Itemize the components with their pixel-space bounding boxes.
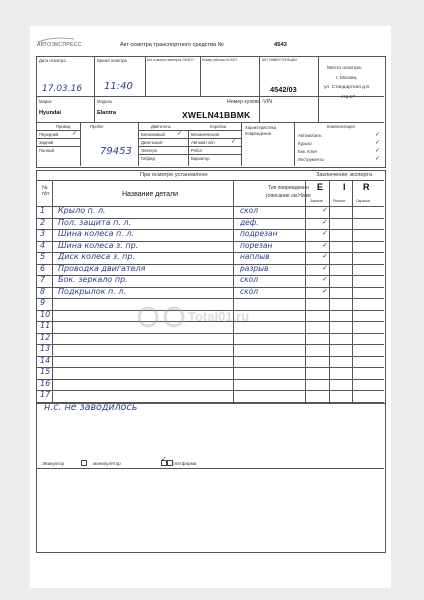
check-e: ✓ bbox=[322, 264, 328, 272]
col-type-subheader: (описание см.Ниже bbox=[266, 193, 311, 199]
claim-label: Номер убытка ОСАГО bbox=[202, 58, 237, 62]
col-e-header: E bbox=[317, 182, 324, 192]
col-r-subheader: Окраска bbox=[356, 199, 370, 203]
part-name: Бок. зеркало пр. bbox=[58, 275, 128, 284]
row-number: 13 bbox=[40, 344, 51, 353]
characteristics-title: Характеристика bbox=[245, 125, 277, 130]
place-label: Место осмотра: bbox=[327, 66, 363, 71]
expert-act-label: Акт осмотра эксперта ОСАГО bbox=[147, 58, 194, 62]
drive-item-front: Передний bbox=[39, 132, 59, 137]
row-number: 1 bbox=[40, 206, 46, 215]
characteristics-subtitle: повреждения bbox=[245, 131, 271, 136]
notes-box bbox=[36, 402, 386, 553]
damage-type: наплыв bbox=[240, 252, 270, 261]
col-i-subheader: Ремонт bbox=[333, 199, 346, 203]
check-e: ✓ bbox=[322, 218, 328, 226]
table-row bbox=[36, 333, 384, 345]
logo-text: АВТОЭКСПРЕСС bbox=[37, 42, 82, 48]
model-value: Elantra bbox=[97, 110, 116, 116]
gearbox-item-auto: Автомат кпп bbox=[191, 140, 215, 145]
row-number: 7 bbox=[40, 275, 46, 284]
drive-item-rear: Задний bbox=[39, 140, 54, 145]
check-e: ✓ bbox=[322, 241, 328, 249]
gearbox-item-robot: Робот bbox=[191, 148, 203, 153]
disposal-check-4: ✓ bbox=[375, 156, 381, 162]
table-section-title: При осмотре установлено bbox=[140, 172, 208, 178]
time-value: 11:40 bbox=[104, 81, 133, 92]
damage-type: порезан bbox=[240, 240, 273, 250]
date-label: Дата осмотра bbox=[39, 58, 66, 63]
damage-type: деф. bbox=[240, 217, 259, 227]
row-number: 9 bbox=[40, 298, 46, 307]
disposal-check-3: ✓ bbox=[375, 148, 381, 154]
check-e: ✓ bbox=[322, 230, 328, 237]
check-e: ✓ bbox=[322, 276, 328, 283]
table-row bbox=[36, 287, 384, 299]
row-number: 12 bbox=[40, 332, 51, 342]
damage-type: подрезан bbox=[240, 229, 278, 238]
gearbox-item-manual: Механическая bbox=[191, 132, 219, 137]
gearbox-item-cvt: Вариатор bbox=[191, 156, 210, 161]
part-name: Подкрылок п. л. bbox=[58, 286, 127, 296]
inspection-act-sheet bbox=[30, 26, 391, 588]
damage-type: скол bbox=[240, 286, 259, 296]
investigation-act-label: АКТ ИНВЕСТИГАЦИИ bbox=[262, 58, 297, 62]
table-row bbox=[36, 356, 384, 368]
engine-title: Двигатель bbox=[151, 124, 171, 129]
damage-type: скол bbox=[240, 275, 259, 284]
col-name-header: Название детали bbox=[122, 191, 178, 198]
place-line-3: стр.17 bbox=[341, 95, 355, 100]
table-row bbox=[36, 367, 384, 379]
part-name: Пол. защита п. л. bbox=[58, 217, 132, 227]
row-number: 6 bbox=[40, 263, 46, 273]
row-number: 11 bbox=[40, 321, 51, 330]
act-number: 4543 bbox=[274, 42, 287, 48]
engine-petrol-check: ✓ bbox=[177, 131, 183, 137]
part-name: Шина колеса п. л. bbox=[58, 229, 135, 238]
disposal-title: Комплектация bbox=[327, 124, 355, 129]
row-number: 14 bbox=[40, 355, 51, 365]
row-number: 4 bbox=[40, 240, 46, 250]
table-row bbox=[36, 275, 384, 287]
footer-item-manipulator: манипулятор bbox=[93, 461, 121, 466]
table-row bbox=[36, 264, 384, 276]
drive-item-full: Полный bbox=[39, 148, 55, 153]
footer-item-platform: платформа bbox=[172, 461, 197, 466]
disposal-check-2: ✓ bbox=[375, 140, 381, 146]
table-row bbox=[36, 229, 384, 241]
disposal-item-4: Инструменты bbox=[298, 157, 325, 162]
row-number: 17 bbox=[40, 390, 51, 399]
table-row bbox=[36, 252, 384, 264]
footer-row bbox=[36, 458, 384, 468]
table-row bbox=[36, 344, 384, 356]
date-value: 17.03.16 bbox=[42, 84, 83, 94]
expert-conclusion-title: Заключение эксперта bbox=[316, 172, 373, 178]
row-number: 8 bbox=[40, 286, 46, 296]
gearbox-title: Коробка bbox=[210, 124, 227, 129]
col-type-header: Тип повреждения bbox=[268, 185, 309, 191]
row-number: 10 bbox=[40, 309, 51, 319]
col-r-header: R bbox=[363, 182, 370, 192]
engine-item-petrol: Бензиновый bbox=[141, 132, 165, 137]
row-number: 2 bbox=[40, 217, 46, 227]
col-num-header: № п/п bbox=[42, 185, 50, 197]
disposal-item-3: Бак. Ключ bbox=[298, 149, 318, 154]
disposal-check-1: ✓ bbox=[375, 132, 381, 138]
check-e: ✓ bbox=[322, 287, 328, 295]
part-name: Диск колеса з. пр. bbox=[58, 252, 136, 261]
vin-label: Номер кузова -VIN bbox=[227, 99, 272, 105]
time-label: Время осмотра bbox=[97, 58, 127, 63]
row-number: 3 bbox=[40, 229, 46, 238]
model-label: Модель bbox=[97, 99, 113, 104]
place-line-2: ул. Стандартная д.6, bbox=[324, 85, 371, 90]
company-logo bbox=[34, 36, 88, 50]
row-number: 16 bbox=[40, 378, 51, 388]
check-e: ✓ bbox=[322, 253, 328, 260]
footer-box-platform[interactable] bbox=[167, 460, 173, 466]
damage-type: скол bbox=[240, 206, 259, 215]
col-e-subheader: Замена bbox=[310, 199, 323, 203]
table-row bbox=[36, 390, 384, 402]
part-name: Крыло п. л. bbox=[58, 206, 106, 215]
table-row bbox=[36, 379, 384, 391]
part-name: Шина колеса з. пр. bbox=[58, 240, 139, 250]
footer-check-platform: ✓ bbox=[161, 456, 167, 463]
mileage-label: Пробег bbox=[90, 124, 104, 129]
footer-item-tow: Эвакуатор bbox=[42, 461, 65, 466]
engine-item-hybrid: Гибрид bbox=[141, 156, 155, 161]
engine-item-electric: Электро bbox=[141, 148, 158, 153]
notes-text: н.с. не заводилось bbox=[44, 402, 138, 413]
disposal-item-2: Курьер bbox=[298, 141, 312, 146]
mileage-value: 79453 bbox=[100, 146, 132, 157]
damage-type: разрыв bbox=[240, 263, 269, 273]
row-number: 5 bbox=[40, 252, 46, 261]
brand-label: Марка bbox=[39, 99, 52, 104]
page-title: Акт осмотра транспортного средства № bbox=[120, 42, 224, 48]
drive-front-check: ✓ bbox=[72, 131, 78, 137]
engine-item-diesel: Дизельный bbox=[141, 140, 163, 145]
watermark-text: Total01.ru bbox=[188, 309, 250, 324]
place-line-1: г. Москва, bbox=[336, 76, 358, 81]
footer-box-tow[interactable] bbox=[81, 460, 87, 466]
col-i-header: I bbox=[343, 182, 346, 192]
table-row bbox=[36, 206, 384, 218]
table-row bbox=[36, 241, 384, 253]
part-name: Проводка двигателя bbox=[58, 263, 146, 273]
disposal-item-1: Автомобиль bbox=[298, 133, 322, 138]
drive-title: Привод bbox=[56, 124, 71, 129]
check-e: ✓ bbox=[322, 207, 328, 214]
row-number: 15 bbox=[40, 367, 51, 376]
watermark-logo bbox=[138, 302, 288, 332]
table-row bbox=[36, 218, 384, 230]
vin-value: XWELN41BBMK bbox=[182, 110, 251, 120]
investigation-act-value: 4542/03 bbox=[270, 85, 297, 94]
brand-value: Hyundai bbox=[39, 110, 62, 116]
gearbox-auto-check: ✓ bbox=[231, 139, 237, 145]
